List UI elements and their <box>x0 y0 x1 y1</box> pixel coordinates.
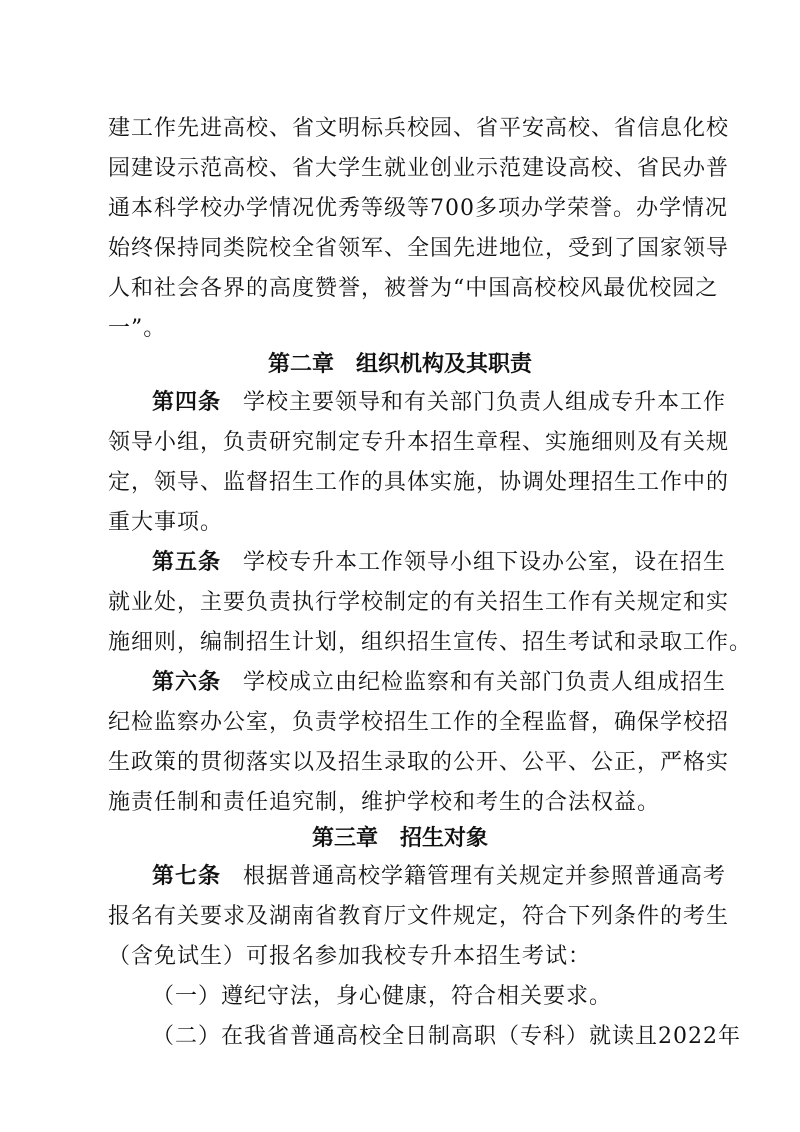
article-4-line-1: 学校主要领导和有关部门负责人组成专升本工作 <box>243 390 727 415</box>
article-5-line-1: 学校专升本工作领导小组下设办公室，设在招生 <box>243 550 727 575</box>
article-4-line-2: 领导小组，负责研究制定专升本招生章程、实施细则及有关规 <box>108 430 730 455</box>
article-6-line-4: 施责任制和责任追究制，维护学校和考生的合法权益。 <box>108 790 661 815</box>
article-5-line-3: 施细则，编制招生计划，组织招生宣传、招生考试和录取工作。 <box>108 630 753 655</box>
article-4-label: 第四条 <box>152 390 222 415</box>
article-5-line-2: 就业处，主要负责执行学校制定的有关招生工作有关规定和实 <box>108 590 730 615</box>
article-6-line-2: 纪检监察办公室，负责学校招生工作的全程监督，确保学校招 <box>108 710 730 735</box>
article-5-first-line <box>152 543 727 583</box>
chapter-2-title: 组织机构及其职责 <box>356 352 533 377</box>
article-6-line-3: 生政策的贯彻落实以及招生录取的公开、公平、公正，严格实 <box>108 750 730 775</box>
chapter-3-heading <box>0 819 800 859</box>
article-7-line-2: 报名有关要求及湖南省教育厅文件规定，符合下列条件的考生 <box>108 904 730 929</box>
article-4-line-3: 定，领导、监督招生工作的具体实施，协调处理招生工作中的 <box>108 470 730 495</box>
intro-line-3: 通本科学校办学情况优秀等级等700多项办学荣誉。办学情况 <box>108 196 728 221</box>
article-4-first-line <box>152 383 727 423</box>
chapter-2-heading <box>0 345 800 385</box>
chapter-3-title: 招生对象 <box>400 826 489 851</box>
intro-line-6: 一”。 <box>108 316 167 341</box>
intro-line-1: 建工作先进高校、省文明标兵校园、省平安高校、省信息化校 <box>108 116 730 141</box>
article-7-line-1: 根据普通高校学籍管理有关规定并参照普通高考 <box>243 864 727 889</box>
intro-line-5: 人和社会各界的高度赞誉，被誉为“中国高校校风最优校园之 <box>108 276 719 301</box>
condition-2: （二）在我省普通高校全日制高职（专科）就读且2022年 <box>152 1024 741 1049</box>
article-5-label: 第五条 <box>152 550 222 575</box>
intro-line-4: 始终保持同类院校全省领军、全国先进地位，受到了国家领导 <box>108 236 730 261</box>
chapter-2-number: 第二章 <box>267 352 334 377</box>
article-7-line-3: （含免试生）可报名参加我校专升本招生考试： <box>108 944 592 969</box>
intro-line-2: 园建设示范高校、省大学生就业创业示范建设高校、省民办普 <box>108 156 730 181</box>
article-7-label: 第七条 <box>152 864 222 889</box>
article-6-first-line <box>152 663 727 703</box>
article-4-line-4: 重大事项。 <box>108 510 224 535</box>
article-6-label: 第六条 <box>152 670 222 695</box>
condition-1: （一）遵纪守法，身心健康，符合相关要求。 <box>152 984 613 1009</box>
chapter-3-number: 第三章 <box>311 826 378 851</box>
article-7-first-line <box>152 857 727 897</box>
article-6-line-1: 学校成立由纪检监察和有关部门负责人组成招生 <box>243 670 727 695</box>
